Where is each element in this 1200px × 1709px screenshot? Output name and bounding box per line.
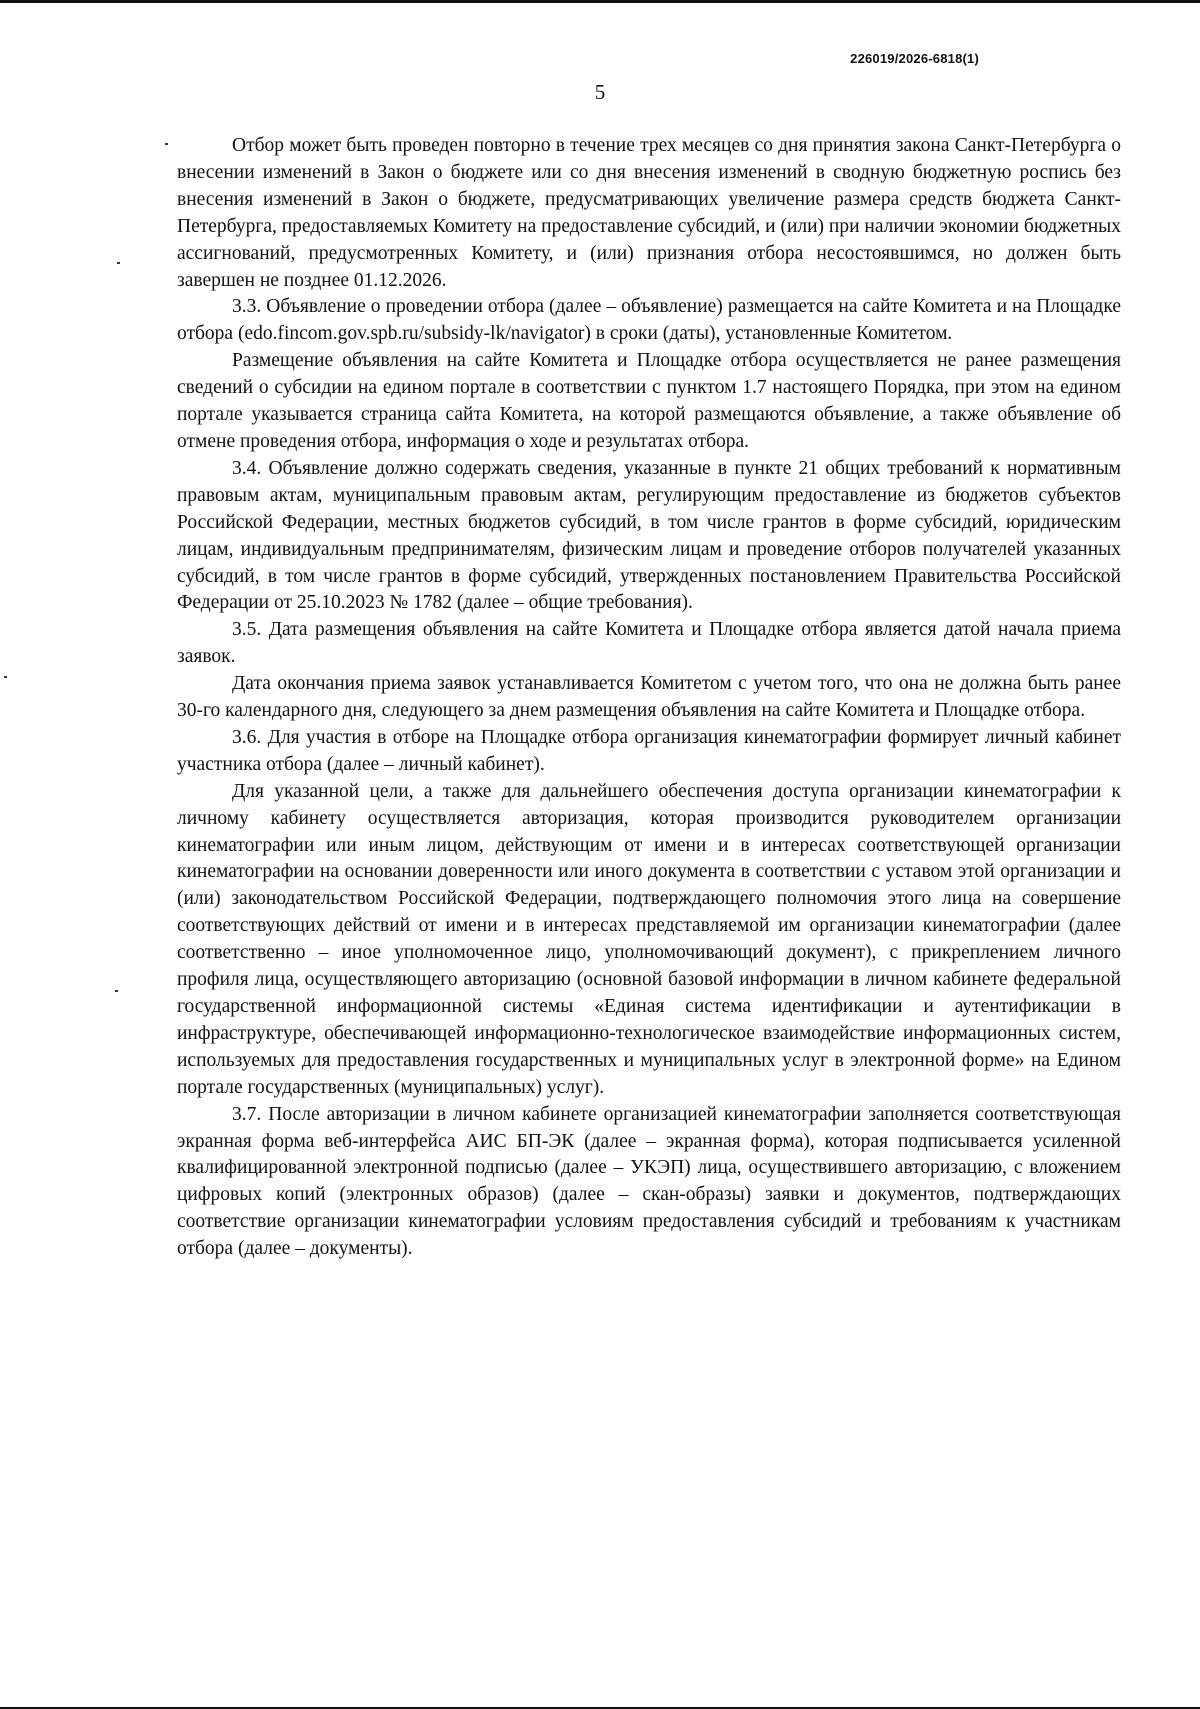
paragraph-authorization: Для указанной цели, а также для дальнейшего обеспечения доступа организации кинематографии к личному кабинету осуществляется авторизация, которая производится руководителем организации кинематографии или иным лицом, действующим от имени и в интересах соответствующей организации кинематографии на основании доверенности или иного документа в соответствии с уставом этой организации и (или) законодательством Российской Федерации, подтверждающего полномочия этого лица на совершение соответствующих действий от имени и в интересах представляемой им организации кинематографии (далее соответственно – иное уполномоченное лицо, уполномочивающий документ), с прикреплением личного профиля лица, осуществляющего авторизацию (основной базовой информации в личном кабинете федеральной государственной информационной системы «Единая система идентификации и аутентификации в инфраструктуре, обеспечивающей информационно-технологическое взаимодействие информационных систем, используемых для предоставления государственных и муниципальных услуг в электронной форме» на Едином портале государственных (муниципальных) услуг).	[177, 780, 1121, 1098]
scan-speck	[165, 143, 168, 145]
paragraph-3-5: 3.5. Дата размещения объявления на сайте Комитета и Площадке отбора является датой начала приема заявок.	[177, 619, 1121, 668]
paragraph-repeat-selection: Отбор может быть проведен повторно в течение трех месяцев со дня принятия закона Санкт-Петербурга о внесении изменений в Закон о бюджете или со дня внесения изменений в сводную бюджетную роспись без внесения изменений в Закон о бюджете, предусматривающих увеличение размера средств бюджета Санкт-Петербурга, предоставляемых Комитету на предоставление субсидий, и (или) при наличии экономии бюджетных ассигнований, предусмотренных Комитету, и (или) признания отбора несостоявшимся, но должен быть завершен не позднее 01.12.2026.	[177, 135, 1121, 291]
document-body	[177, 133, 1121, 1263]
paragraph-3-3: 3.3. Объявление о проведении отбора (далее – объявление) размещается на сайте Комитета и на Площадке отбора (edo.fincom.gov.spb.ru/subsidy-lk/navigator) в сроки (даты), установленные Комитетом.	[177, 296, 1121, 345]
scan-speck	[4, 676, 7, 678]
paragraph-3-7: 3.7. После авторизации в личном кабинете организацией кинематографии заполняется соответствующая экранная форма веб-интерфейса АИС БП-ЭК (далее – экранная форма), которая подписывается усиленной квалифицированной электронной подписью (далее – УКЭП) лица, осуществившего авторизацию, с вложением цифровых копий (электронных образов) (далее – скан-образы) заявки и документов, подтверждающих соответствие организации кинематографии условиям предоставления субсидий и требованиям к участникам отбора (далее – документы).	[177, 1103, 1121, 1260]
scan-speck	[117, 262, 120, 264]
scan-speck	[115, 990, 118, 992]
paragraph-3-4: 3.4. Объявление должно содержать сведения, указанные в пункте 21 общих требований к нормативным правовым актам, муниципальным правовым актам, регулирующим предоставление из бюджетов субъектов Российской Федерации, местных бюджетов субсидий, в том числе грантов в форме субсидий, юридическим лицам, индивидуальным предпринимателям, физическим лицам и проведение отборов получателей указанных субсидий, в том числе грантов в форме субсидий, утвержденных постановлением Правительства Российской Федерации от 25.10.2023 № 1782 (далее – общие требования).	[177, 457, 1121, 614]
document-number: 226019/2026-6818(1)	[850, 51, 979, 66]
scan-edge-top	[0, 0, 1200, 3]
paragraph-3-6: 3.6. Для участия в отборе на Площадке отбора организация кинематографии формирует личный кабинет участника отбора (далее – личный кабинет).	[177, 726, 1121, 775]
paragraph-deadline: Дата окончания приема заявок устанавливается Комитетом с учетом того, что она не должна быть ранее 30-го календарного дня, следующего за днем размещения объявления на сайте Комитета и Площадке отбора.	[177, 673, 1121, 722]
paragraph-placement: Размещение объявления на сайте Комитета и Площадке отбора осуществляется не ранее размещения сведений о субсидии на едином портале в соответствии с пунктом 1.7 настоящего Порядка, при этом на едином портале указывается страница сайта Комитета, на которой размещаются объявление, а также объявление об отмене проведения отбора, информация о ходе и результатах отбора.	[177, 350, 1121, 452]
page-number: 5	[594, 80, 606, 104]
